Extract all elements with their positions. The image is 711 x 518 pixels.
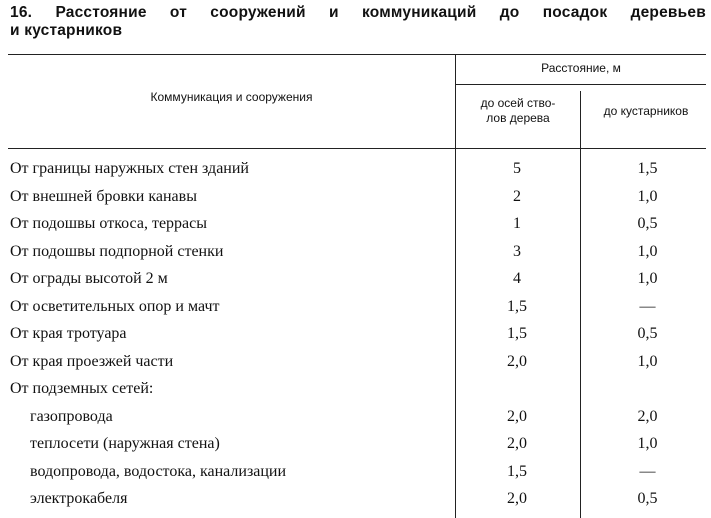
row-name: От подошвы подпорной стенки [10,242,224,260]
table-row [0,403,711,431]
title-word: сооружений [210,4,306,21]
row-name: водопровода, водостока, канализации [30,462,287,480]
row-tree-distance: 5 [513,160,521,177]
row-name: От края проезжей части [10,352,174,370]
row-tree-distance: 1,5 [507,325,527,342]
row-tree-distance: 1,5 [507,297,527,315]
table-row [0,265,711,293]
row-shrub-distance: — [639,297,656,315]
table-body [0,155,711,513]
group-header-rule [456,84,706,85]
row-name: От внешней бровки канавы [10,187,197,205]
row-tree-distance: 1 [513,215,521,232]
row-tree-distance: 2,0 [507,407,527,425]
row-shrub-distance: 1,0 [637,242,658,260]
table-row [0,375,711,403]
table-top-rule [8,54,706,55]
row-shrub-distance: 1,0 [637,187,658,205]
title-word: коммуникаций [362,4,477,21]
header-tree-column: до осей ство- лов дерева [480,96,556,125]
title-word: Расстояние [55,4,147,21]
table-row [0,155,711,183]
row-tree-distance: 2,0 [507,490,527,507]
row-tree-distance: 3 [513,242,521,260]
row-name: От осветительных опор и мачт [10,297,220,315]
title-word: и [329,4,339,21]
row-shrub-distance: 2,0 [637,407,658,425]
title-word: деревьев [630,4,706,21]
table-row [0,458,711,486]
row-tree-distance: 2 [513,187,521,205]
row-name: От подземных сетей: [10,380,154,397]
title-line-2: и кустарников [10,22,123,39]
row-tree-distance: 2,0 [507,352,527,370]
title-word: 16. [10,4,33,21]
table-row [0,210,711,238]
table-header-rule [8,148,706,149]
row-tree-distance: 1,5 [507,462,527,480]
table-row [0,348,711,376]
row-shrub-distance: 1,5 [637,160,658,177]
row-name: электрокабеля [30,490,128,507]
table-row [0,485,711,513]
header-communication: Коммуникация и сооружения [150,90,313,104]
title-word: посадок [542,4,608,21]
row-shrub-distance: 1,0 [637,352,658,370]
table-row [0,430,711,458]
row-shrub-distance: 0,5 [637,490,658,507]
row-shrub-distance: — [639,462,656,480]
table-row [0,183,711,211]
row-shrub-distance: 1,0 [637,270,658,287]
table-row [0,293,711,321]
row-name: От подошвы откоса, террасы [10,215,207,232]
row-tree-distance: 2,0 [507,435,527,452]
header-distance-group: Расстояние, м [541,61,621,75]
row-name: теплосети (наружная стена) [30,435,220,452]
header-shrub-column: до кустарников [603,104,689,118]
table-title [10,4,706,40]
table-row [0,238,711,266]
row-name: От границы наружных стен зданий [10,160,249,177]
title-word: до [499,4,520,21]
row-shrub-distance: 0,5 [637,215,658,232]
title-line-1 [10,4,706,22]
row-tree-distance: 4 [513,270,521,287]
table-row [0,320,711,348]
title-word: от [169,4,187,21]
row-name: газопровода [30,407,113,425]
row-shrub-distance: 1,0 [637,435,658,452]
row-name: От края тротуара [10,325,127,342]
row-shrub-distance: 0,5 [637,325,658,342]
row-name: От ограды высотой 2 м [10,270,168,287]
